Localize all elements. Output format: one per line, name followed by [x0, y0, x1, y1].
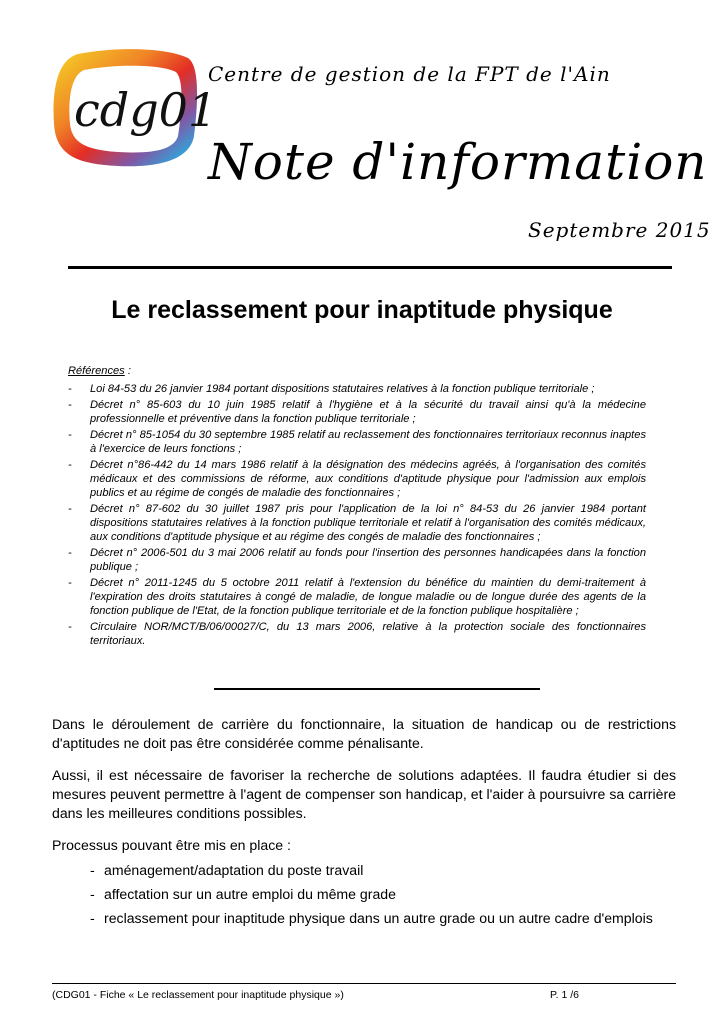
reference-item: - Décret n° 2006-501 du 3 mai 2006 relatif au fonds pour l'insertion des personnes handicapées dans la fonction publique ;	[68, 547, 646, 573]
process-item-text: reclassement pour inaptitude physique dans un autre grade ou un autre cadre d'emplois	[104, 910, 653, 926]
reference-text: Loi 84-53 du 26 janvier 1984 portant dispositions statutaires relatives à la fonction publique territoriale ;	[90, 383, 595, 395]
reference-text: Décret n° 2011-1245 du 5 octobre 2011 relatif à l'extension du bénéfice du maintien du demi-traitement à l'expiration des droits statutaires à congé de maladie, de longue maladie ou de longue durée des agents de la fonction publique de l'Etat, de la fonction publique territoriale et de la fonction publique hospitalière ;	[90, 577, 646, 617]
body-paragraph: Aussi, il est nécessaire de favoriser la recherche de solutions adaptées. Il faudra étudier si des mesures peuvent permettre à l'agent de compenser son handicap, et l'aider à poursuivre sa carrière dans les meilleures conditions possibles.	[52, 767, 676, 821]
reference-text: Décret n° 87-602 du 30 juillet 1987 pris pour l'application de la loi n° 84-53 du 26 janvier 1984 portant dispositions statutaires relatives à la fonction publique territoriale et relatif à l'organisation des comités médicaux, aux conditions d'aptitude physique et au régime des congés de maladie des fonctionnaires ;	[90, 503, 646, 543]
process-list	[52, 861, 676, 928]
process-item-text: aménagement/adaptation du poste travail	[104, 862, 364, 878]
logo-text: cdg01	[74, 83, 208, 137]
footer-divider	[52, 983, 676, 984]
reference-item: - Décret n° 2011-1245 du 5 octobre 2011 relatif à l'extension du bénéfice du maintien du demi-traitement à l'expiration des droits statutaires à congé de maladie, de longue maladie ou de longue durée des agents de la fonction publique de l'Etat, de la fonction publique territoriale et de la fonction publique hospitalière ;	[68, 577, 646, 617]
reference-text: Décret n°86-442 du 14 mars 1986 relatif à la désignation des médecins agréés, à l'organisation des comités médicaux et des commissions de réforme, aux conditions d'aptitude physique pour l'admission aux emplois publics et au régime de congés de maladie des fonctionnaires ;	[90, 459, 646, 499]
references-heading	[68, 364, 646, 378]
process-item: - aménagement/adaptation du poste travail	[90, 862, 364, 878]
footer-caption: (CDG01 - Fiche « Le reclassement pour inaptitude physique »)	[52, 989, 344, 1001]
body-paragraph: Processus pouvant être mis en place :	[52, 837, 291, 853]
reference-item: - Décret n° 85-1054 du 30 septembre 1985 relatif au reclassement des fonctionnaires territoriaux reconnus inaptes à l'exercice de leurs fonctions ;	[68, 429, 646, 455]
references-label-suffix: :	[124, 365, 131, 377]
reference-text: Circulaire NOR/MCT/B/06/00027/C, du 13 mars 2006, relative à la protection sociale des fonctionnaires territoriaux.	[90, 621, 646, 647]
body-paragraph: Dans le déroulement de carrière du fonctionnaire, la situation de handicap ou de restrictions d'aptitudes ne doit pas être considérée comme pénalisante.	[52, 716, 676, 751]
process-item-text: affectation sur un autre emploi du même grade	[104, 886, 396, 902]
org-name: Centre de gestion de la FPT de l'Ain	[208, 62, 611, 86]
reference-text: Décret n° 85-1054 du 30 septembre 1985 relatif au reclassement des fonctionnaires territoriaux reconnus inaptes à l'exercice de leurs fonctions ;	[90, 429, 646, 455]
document-kind: Note d'information	[208, 133, 708, 191]
reference-item: - Décret n° 87-602 du 30 juillet 1987 pris pour l'application de la loi n° 84-53 du 26 janvier 1984 portant dispositions statutaires relatives à la fonction publique territoriale et relatif à l'organisation des comités médicaux, aux conditions d'aptitude physique et au régime des congés de maladie des fonctionnaires ;	[68, 503, 646, 543]
section-divider	[214, 688, 540, 690]
page-number: P. 1 /6	[550, 989, 579, 1001]
cdg01-logo	[48, 44, 208, 174]
process-item: - affectation sur un autre emploi du même grade	[90, 886, 396, 902]
references-section	[68, 364, 646, 650]
header-divider	[68, 266, 672, 269]
reference-text: Décret n° 2006-501 du 3 mai 2006 relatif au fonds pour l'insertion des personnes handicapées dans la fonction publique ;	[90, 547, 646, 573]
references-label: Références	[68, 365, 125, 377]
document-title: Le reclassement pour inaptitude physique	[111, 296, 613, 324]
body-text	[52, 715, 676, 933]
reference-item: - Décret n°86-442 du 14 mars 1986 relatif à la désignation des médecins agréés, à l'organisation des comités médicaux et des commissions de réforme, aux conditions d'aptitude physique pour l'admission aux emplois publics et au régime de congés de maladie des fonctionnaires ;	[68, 459, 646, 499]
reference-text: Décret n° 85-603 du 10 juin 1985 relatif à l'hygiène et à la sécurité du travail ainsi qu'à la médecine professionnelle et préventive dans la fonction publique territoriale ;	[90, 399, 646, 425]
reference-item: - Circulaire NOR/MCT/B/06/00027/C, du 13 mars 2006, relative à la protection sociale des fonctionnaires territoriaux.	[68, 621, 646, 647]
reference-item: - Loi 84-53 du 26 janvier 1984 portant dispositions statutaires relatives à la fonction publique territoriale ;	[68, 383, 595, 395]
reference-item: - Décret n° 85-603 du 10 juin 1985 relatif à l'hygiène et à la sécurité du travail ainsi qu'à la médecine professionnelle et préventive dans la fonction publique territoriale ;	[68, 399, 646, 425]
process-item: - reclassement pour inaptitude physique dans un autre grade ou un autre cadre d'emplois	[90, 910, 653, 926]
document-date: Septembre 2015	[528, 218, 711, 242]
references-list	[68, 382, 646, 648]
